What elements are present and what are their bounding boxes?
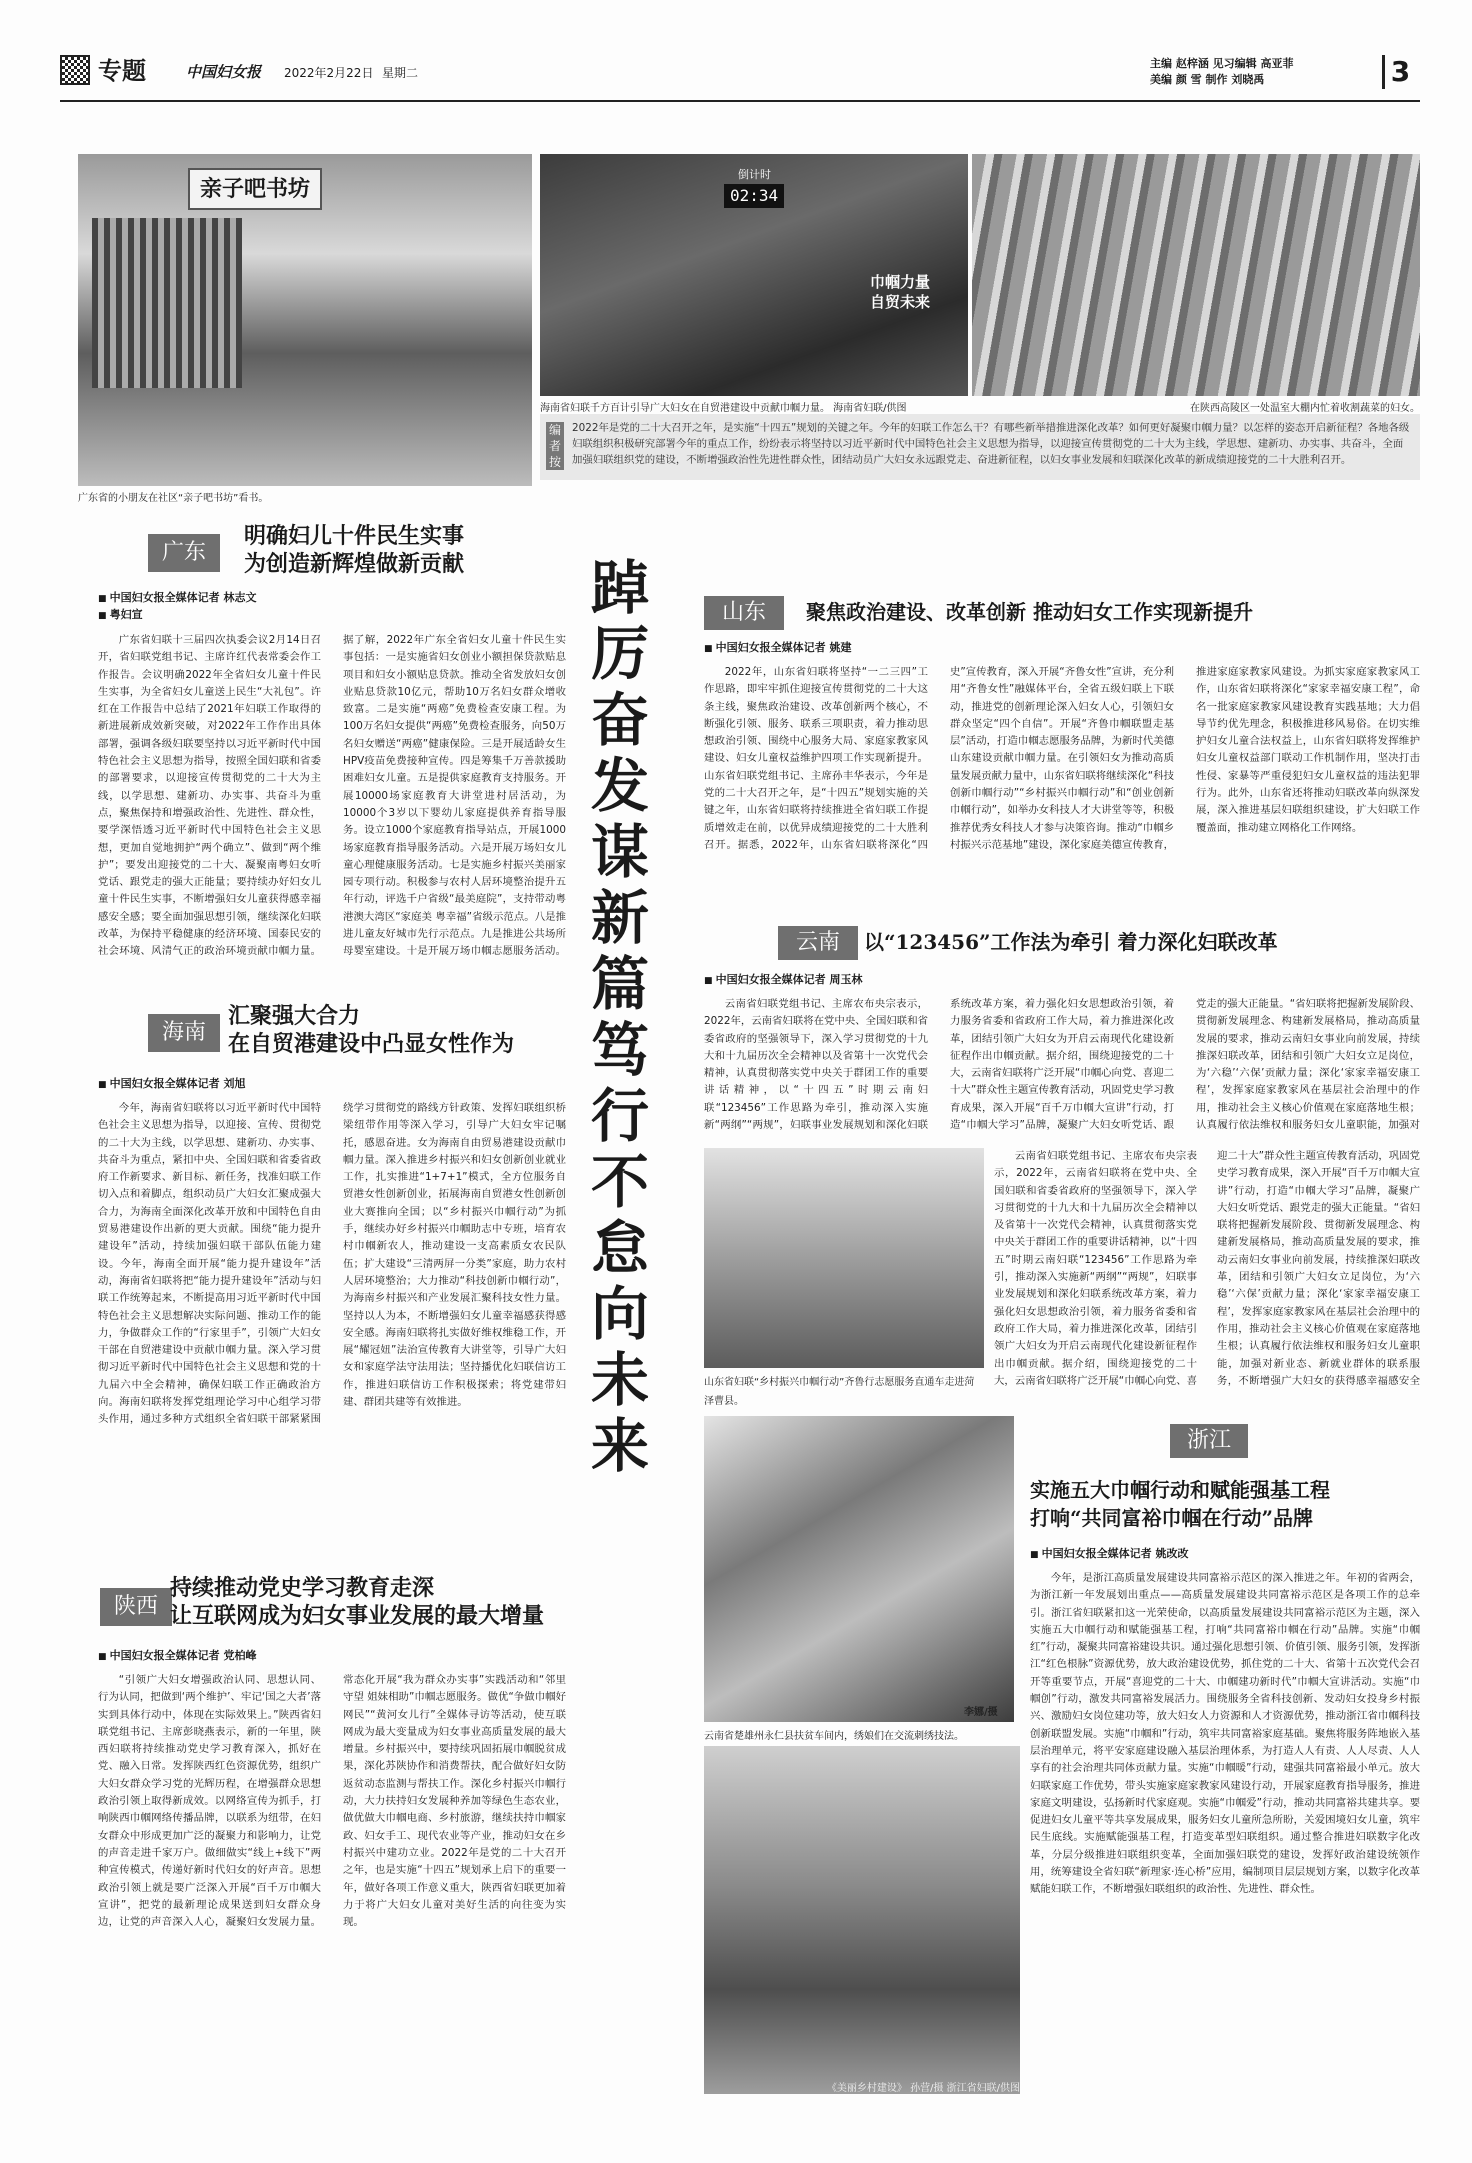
photo-caption-guangdong [78,486,532,502]
yunnan-body-top: 云南省妇联党组书记、主席农布央宗表示，2022年，云南省妇联将在党中央、全国妇联和省委省政府的坚强领导下，深入学习贯彻党的十九大和十九届历次全会精神以及省第十一次党代会精神，认真贯彻落实党中央关于群团工作的重要讲话精神，以“十四五”时期云南妇联“123456”工作思路为牵引，推动深入实施新“两纲”“两规”，妇联事业发展规划和深化妇联系统改革方案，着力强化妇女思想政治引领，着力服务省委和省政府工作大局，着力推进深化改革，团结引领广大妇女为开启云南现代化建设新征程作出巾帼贡献。据介绍，围绕迎接党的二十大，云南省妇联将广泛开展“巾帼心向党、喜迎二十大”群众性主题宣传教育活动，巩固党史学习教育成果，深入开展“百千万巾帼大宣讲”行动，打造“巾帼大学习”品牌，凝聚广大妇女听党话、跟党走的强大正能量。“省妇联将把握新发展阶段、贯彻新发展理念、构建新发展格局，推动高质量发展的要求，推动云南妇女事业向前发展，持续推深妇联改革，团结和引领广大妇女立足岗位，为‘六稳’‘六保’贡献力量；深化‘家家幸福安康工程’，发挥家庭家教家风在基层社会治理中的作用，推动社会主义核心价值观在家庭落地生根；认真履行依法维权和服务妇女儿童职能，加强对 [704,998,1420,1132]
shaanxi-body: “引领广大妇女增强政治认同、思想认同、行为认同，把做到‘两个维护’、牢记‘国之大者’落实到具体行动中，体现在实际效果上。”陕西省妇联党组书记、主席彭晓燕表示，新的一年里，陕西妇联将持续推动党史学习教育深入，抓好在党、融入日常。发挥陕西红色资源优势，组织广大妇女群众学习党的光辉历程，在增强群众思想政治引领上取得新成效。以网络宣传为抓手，打响陕西巾帼网络传播品牌，以联系为纽带，在妇女群众中形成更加广泛的凝聚力和影响力，让党的声音走进千家万户。做细做实“线上+线下”两种宣传模式，传递好新时代妇女的好声音。思想政治引领上就是要广泛深入开展“百千万巾帼大宣讲”，把党的最新理论成果送到妇女群众身边，让党的声音深入人心，凝聚妇女发展力量。常态化开展“我为群众办实事”实践活动和“邻里守望 姐妹相助”巾帼志愿服务。做优“争做巾帼好网民”“黄河女儿行”全媒体寻访等活动，使互联网成为最大变量成为妇女事业高质量发展的最大增量。乡村振兴中，要持续巩固拓展巾帼脱贫成果，深化苏陕协作和消费帮扶，配合做好妇女防返贫动态监测与帮扶工作。深化乡村振兴巾帼行动，大力扶持妇女发展种养加等绿色生态农业，做优做大巾帼电商、乡村旅游，继续扶持巾帼家政、妇女手工、现代农业等产业，推动妇女在乡村振兴中建功立业。2022年是党的二十大召开之年，也是实施“十四五”规划承上启下的重要一年，做好各项工作意义重大，陕西省妇联更加着力于将广大妇女儿童对美好生活的向往变为实现。 [98,1674,566,1929]
section-name: 专题 [98,56,146,85]
hainan-body: 今年，海南省妇联将以习近平新时代中国特色社会主义思想为指导，以迎接、宣传、贯彻党的二十大为主线，以学思想、建新功、办实事、共奋斗为重点，紧扣中央、全国妇联和省委省政府工作新要求、新目标、新任务，找准妇联工作切入点和着脚点，组织动员广大妇女汇聚成强大合力，为海南全面深化改革开放和中国特色自由贸易港建设作出新的更大贡献。围绕“能力提升建设年”活动，持续加强妇联干部队伍能力建设。今年，海南全面开展“能力提升建设年”活动，海南省妇联将把“能力提升建设年”活动与妇联工作统筹起来，不断提高用习近平新时代中国特色社会主义思想解决实际问题、推动工作的能力，争做群众工作的“行家里手”，引领广大妇女干部在自贸港建设中贡献巾帼力量。深入学习贯彻习近平新时代中国特色社会主义思想和党的十九届六中全会精神，确保妇联工作正确政治方向。海南妇联将发挥党组理论学习中心组学习带头作用，通过多种方式组织全省妇联干部紧紧围绕学习贯彻党的路线方针政策、发挥妇联组织桥梁纽带作用等深入学习，引导广大妇女牢记嘱托，感恩奋进。女为海南自由贸易港建设贡献巾帼力量。深入推进乡村振兴和妇女创新创业就业工作，扎实推进“1+7+1”模式，全方位服务自贸港女性创新创业，拓展海南自贸港女性创新创业大赛推向全国；以“乡村振兴巾帼行动”为抓手，继续办好乡村振兴巾帼助志中专班，培育农村巾帼新农人，推动建设一支高素质女农民队伍；扩大建设“三清两屏一分类”家庭，助力农村人居环境整治；大力推动“科技创新巾帼行动”，为海南乡村振兴和产业发展汇聚科技女性力量。坚持以人为本，不断增强妇女儿童幸福感获得感安全感。海南妇联将扎实做好维权维稳工作，开展“耀冠妞”法治宣传教育大讲堂等，引导广大妇女和家庭学法守法用法；坚持播优化妇联信访工作，推进妇联信访工作积极探索；将党建带妇建、群团共建等有效推进。 [98,1102,566,1426]
photo-yunnan-embroidery [704,1416,1014,1722]
shaanxi-title-2: 让互联网成为妇女事业发展的最大增量 [170,1603,545,1629]
bookroom-sign: 亲子吧书坊 [188,168,322,210]
photo-parent-child-bookroom [78,154,532,486]
credits-line-1: 主编 赵梓涵 见习编辑 高亚菲 [1150,57,1294,70]
photo-caption-hainan [540,396,968,412]
hainan-title-1: 汇聚强大合力 [228,1003,361,1029]
editor-note [540,414,1420,480]
guangdong-byline-1: ■ 中国妇女报全媒体记者 林志文 [98,590,256,607]
hainan-byline: ■ 中国妇女报全媒体记者 刘旭 [98,1076,245,1093]
region-tag-yunnan: 云南 [778,926,858,960]
caption-text: 《美丽乡村建设》 孙营/摄 浙江省妇联/供图 [826,2083,1020,2094]
photo-hainan-event [540,154,968,396]
shandong-title: 聚焦政治建设、改革创新 推动妇女工作实现新提升 [806,600,1253,624]
photo-caption-shaanxi [972,396,1420,412]
guangdong-byline-2: ■ 粤妇宣 [98,607,143,624]
yunnan-body-text: 云南省妇联党组书记、主席农布央宗表示，2022年，云南省妇联将在党中央、全国妇联和省委省政府的坚强领导下，深入学习贯彻党的十九大和十九届历次全会精神以及省第十一次党代会精神，认真贯彻落实党中央关于群团工作的重要讲话精神，以“十四五”时期云南妇联“123456”工作思路为牵引，推动深入实施新“两纲”“两规”，妇联事业发展规划和深化妇联系统改革方案，着力强化妇女思想政治引领，着力服务省委和省政府工作大局，着力推进深化改革，团结引领广大妇女为开启云南现代化建设新征程作出巾帼贡献。据介绍，围绕迎接党的二十大，云南省妇联将广泛开展“巾帼心向党、喜迎二十大”群众性主题宣传教育活动，巩固党史学习教育成果，深入开展“百千万巾帼大宣讲”行动，打造“巾帼大学习”品牌，凝聚广大妇女听党话、跟党走的强大正能量。“省妇联将把握新发展阶段、贯彻新发展理念、构建新发展格局，推动高质量发展的要求，推动云南妇女事业向前发展，持续推深妇联改革，团结和引领广大妇女立足岗位，为‘六稳’‘六保’贡献力量；深化‘家家幸福安康工程’，发挥家庭家教家风在基层社会治理中的作用，推动社会主义核心价值观在家庭落地生根；认真履行依法维权和服务妇女儿童职能，加强对新业态、新就业群体的联系服务，不断增强广大妇女的获得感幸福感安全 [994,1150,1420,1387]
region-tag-hainan: 海南 [148,1014,220,1052]
region-tag-shandong: 山东 [704,596,784,630]
photo-zhejiang-rural [704,1746,1020,2094]
timer-label: 倒计时 [738,168,771,181]
zhejiang-byline: ■ 中国妇女报全媒体记者 姚改改 [1030,1546,1188,1563]
shandong-body: 2022年，山东省妇联将坚持“一二三四”工作思路，即牢牢抓住迎接宣传贯彻党的二十大这条主线，聚焦政治建设、改革创新两个核心，不断强化引领、服务、联系三项职责，着力推动思想政治引领、围绕中心服务大局、家庭家教家风建设、妇女儿童权益维护四项工作实现新提升。山东省妇联党组书记、主席孙丰华表示，今年是党的二十大召开之年，是“十四五”规划实施的关键之年，山东省妇联将持续推进全省妇联工作提质增效走在前，以优异成绩迎接党的二十大胜利召开。据悉，2022年，山东省妇联将深化“四史”宣传教育，深入开展“齐鲁女性”宣讲，充分利用“齐鲁女性”融媒体平台，全省五级妇联上下联动，推进党的创新理论深入妇女人心，引领妇女群众坚定“四个自信”。开展“齐鲁巾帼联盟走基层”活动，打造巾帼志愿服务品牌，为新时代美德山东建设贡献巾帼力量。在引领妇女为推动高质量发展贡献力量中，山东省妇联将继续深化“科技创新巾帼行动”“乡村振兴巾帼行动”和“创业创新巾帼行动”，如举办女科技人才大讲堂等等，积极推荐优秀女科技人才参与决策咨询。推动“巾帼乡村振兴示范基地”建设，深化家庭美德宣传教育，推进家庭家教家风建设。为抓实家庭家教家风工作，山东省妇联将深化“家家幸福安康工程”，命名一批家庭家教家风建设教育实践基地；大力倡导节约优先理念，积极推进移风易俗。在切实维护妇女儿童合法权益上，山东省妇联将发挥维护妇女儿童权益部门联动工作机制作用，坚决打击性侵、家暴等严重侵犯妇女儿童权益的违法犯罪行为。此外，山东省还将推动妇联改革向纵深发展，深入推进基层妇联组织建设，扩大妇联工作覆盖面，推动建立网格化工作网络。 [704,666,1420,851]
caption-text: 广东省的小朋友在社区“亲子吧书坊”看书。 [78,493,269,504]
photo-credit-yunnan: 李娜/摄 [964,1707,998,1718]
hainan-title-2: 在自贸港建设中凸显女性作为 [228,1031,515,1057]
main-headline: 踔厉奋发谋新篇 笃行不怠向未来 [590,554,651,1480]
region-tag-zhejiang: 浙江 [1170,1424,1248,1458]
editor-note-text: 2022年是党的二十大召开之年，是实施“十四五”规划的关键之年。今年的妇联工作怎么干？有哪些新举措推进深化改革？如何更好凝聚巾帼力量？以怎样的姿态开启新征程？各地各级妇联组织积极研究部署今年的重点工作，纷纷表示将坚持以习近平新时代中国特色社会主义思想为指导，以迎接宣传贯彻党的二十大为主线，学思想、建新功、办实事、共奋斗，全面加强妇联组织党的建设，不断增强政治性先进性群众性，团结动员广大妇女永远跟党走、奋进新征程，以妇女事业发展和妇联深化改革的新成绩迎接党的二十大胜利召开。 [572,422,1410,466]
yunnan-title: 以“123456”工作法为牵引 着力深化妇联改革 [864,930,1278,954]
guangdong-title-1: 明确妇儿十件民生实事 [244,523,465,549]
guangdong-title-2: 为创造新辉煌做新贡献 [244,551,465,577]
photo-caption-shandong [704,1370,984,1407]
yunnan-body-continued [994,1148,1420,1404]
region-tag-guangdong: 广东 [148,534,220,572]
yunnan-byline: ■ 中国妇女报全媒体记者 周玉林 [704,972,862,989]
issue-weekday: 星期二 [382,66,419,80]
region-tag-shaanxi: 陕西 [100,1588,172,1626]
zhejiang-body: 今年，是浙江高质量发展建设共同富裕示范区的深入推进之年。年初的省两会，为浙江新一年发展划出重点——高质量发展建设共同富裕示范区是各项工作的总牵引。浙江省妇联紧扣这一光荣使命，以高质量发展建设共同富裕示范区为主题，深入实施五大巾帼行动和赋能强基工程，打响“共同富裕巾帼在行动”品牌。实施“巾帼红”行动，凝聚共同富裕建设共识。通过强化思想引领、价值引领、服务引领，发挥浙江“红色根脉”资源优势，放大政治建设优势，抓住党的二十大、省第十五次党代会召开等重要节点，开展“喜迎党的二十大、巾帼建功新时代”巾帼大宣讲活动。实施“巾帼创”行动，激发共同富裕发展活力。围绕服务全省科技创新、发动妇女投身乡村振兴、激励妇女岗位建功等，放大妇女人力资源和人才资源优势，推动浙江省巾帼科技创新联盟发展。实施“巾帼和”行动，筑牢共同富裕家庭基础。聚焦将服务阵地嵌入基层治理单元，将平安家庭建设融入基层治理体系，为打造人人有责、人人尽责、人人享有的社会治理共同体贡献力量。实施“巾帼暖”行动，建强共同富裕最小单元。放大妇联家庭工作优势，带头实施家庭家教家风建设行动，开展家庭教育指导服务，推进家庭文明建设，弘扬新时代家庭观。实施“巾帼爱”行动，推动共同富裕共建共享。要促进妇女儿童平等共享发展成果，服务妇女儿童所急所盼，关爱困境妇女儿童，筑牢民生底线。实施赋能强基工程，打造变革型妇联组织。通过整合推进妇联数字化改革，分层分级推进妇联组织变革，全面加强妇联党的建设，发挥好政治建设统领作用，统筹建设全省妇联“新理家·连心桥”应用，编制项目层层规划方案，以数字化改革赋能妇联工作，不断增强妇联组织的政治性、先进性、群众性。 [1030,1572,1420,1896]
photo-shandong-volunteers [704,1148,984,1368]
caption-text: 在陕西高陵区一处温室大棚内忙着收割蔬菜的妇女。 [1190,403,1420,414]
qr-code-icon [60,55,90,85]
caption-text: 山东省妇联“乡村振兴巾帼行动”齐鲁行志愿服务直通车走进菏泽曹县。 [704,1377,975,1407]
guangdong-body: 广东省妇联十三届四次执委会议2月14日召开，省妇联党组书记、主席许红代表常委会作工作报告。会议明确2022年全省妇女儿童十件民生实事，为全省妇女儿童送上民生“大礼包”。许红在工作报告中总结了2021年妇联工作取得的新进展新成效新突破，对2022年工作作出具体部署，强调各级妇联要坚持以习近平新时代中国特色社会主义思想为指导，按照全国妇联和省委的部署要求，以迎接宣传贯彻党的二十大为主线，以学思想、建新功、办实事、共奋斗为重点，聚焦保持和增强政治性、先进性、群众性，要学深悟透习近平新时代中国特色社会主义思想，更加自觉地拥护“两个确立”、做到“两个维护”；要发出迎接党的二十大、凝聚南粤妇女听党话、跟党走的强大正能量；要持续办好妇女儿童十件民生实事，不断增强妇女儿童获得感幸福感安全感；要全面加强思想引领，继续深化妇联改革，为保持平稳健康的经济环境、国泰民安的社会环境、风清气正的政治环境贡献巾帼力量。据了解，2022年广东全省妇女儿童十件民生实事包括：一是实施省妇女创业小额担保贷款贴息项目和妇女小额贴息贷款。推动全省发放妇女创业贴息贷款10亿元，帮助10万名妇女群众增收致富。二是实施“两癌”免费检查安康工程。为100万名妇女提供“两癌”免费检查服务，向50万名妇女赠送“两癌”健康保险。三是开展适龄女生HPV疫苗免费接种宣传。四是筹集千万善款援助困难妇女儿童。五是提供家庭教育支持服务。开展10000场家庭教育大讲堂进村居活动，为10000个3岁以下婴幼儿家庭提供养育指导服务。设立1000个家庭教育指导站点，开展1000场家庭教育指导服务活动。六是开展万场妇女儿童心理健康服务活动。七是实施乡村振兴美丽家园专项行动。积极参与农村人居环境整治提升五年行动，评选千户省级“最美庭院”，支持带动粤港澳大湾区“家庭美 粤幸福”省级示范点。八是推进儿童友好城市先行示范点。九是推进公共场所母婴室建设。十是开展万场巾帼志愿服务活动。 [98,634,566,958]
page-number: 3 [1382,55,1416,89]
event-timer: 02:34 [724,184,784,208]
event-banner: 巾帼力量 自贸未来 [870,273,931,311]
zhejiang-title-1: 实施五大巾帼行动和赋能强基工程 [1030,1478,1330,1502]
credits-line-2: 美编 颜 雪 制作 刘晓禹 [1150,73,1265,86]
photo-caption-zhejiang [730,2076,1020,2092]
editor-note-tag: 编者按 [546,422,564,470]
caption-text: 云南省楚雄州永仁县扶贫车间内，绣娘们在交流刺绣技法。 [704,1731,964,1742]
photo-shaanxi-greenhouse [972,154,1420,396]
photo-caption-yunnan [704,1724,1014,1740]
paper-logo: 中国妇女报 [186,63,262,81]
masthead [60,55,1420,99]
zhejiang-title-2: 打响“共同富裕巾帼在行动”品牌 [1030,1506,1314,1530]
header-rule [60,100,1420,102]
bookshelf-shape [92,218,242,388]
issue-date: 2022年2月22日 [284,66,374,80]
shaanxi-title-1: 持续推动党史学习教育走深 [170,1575,435,1601]
caption-text: 海南省妇联千方百计引导广大妇女在自贸港建设中贡献巾帼力量。 海南省妇联/供图 [540,403,907,414]
shandong-byline: ■ 中国妇女报全媒体记者 姚建 [704,640,851,657]
shaanxi-byline: ■ 中国妇女报全媒体记者 党柏峰 [98,1648,256,1665]
